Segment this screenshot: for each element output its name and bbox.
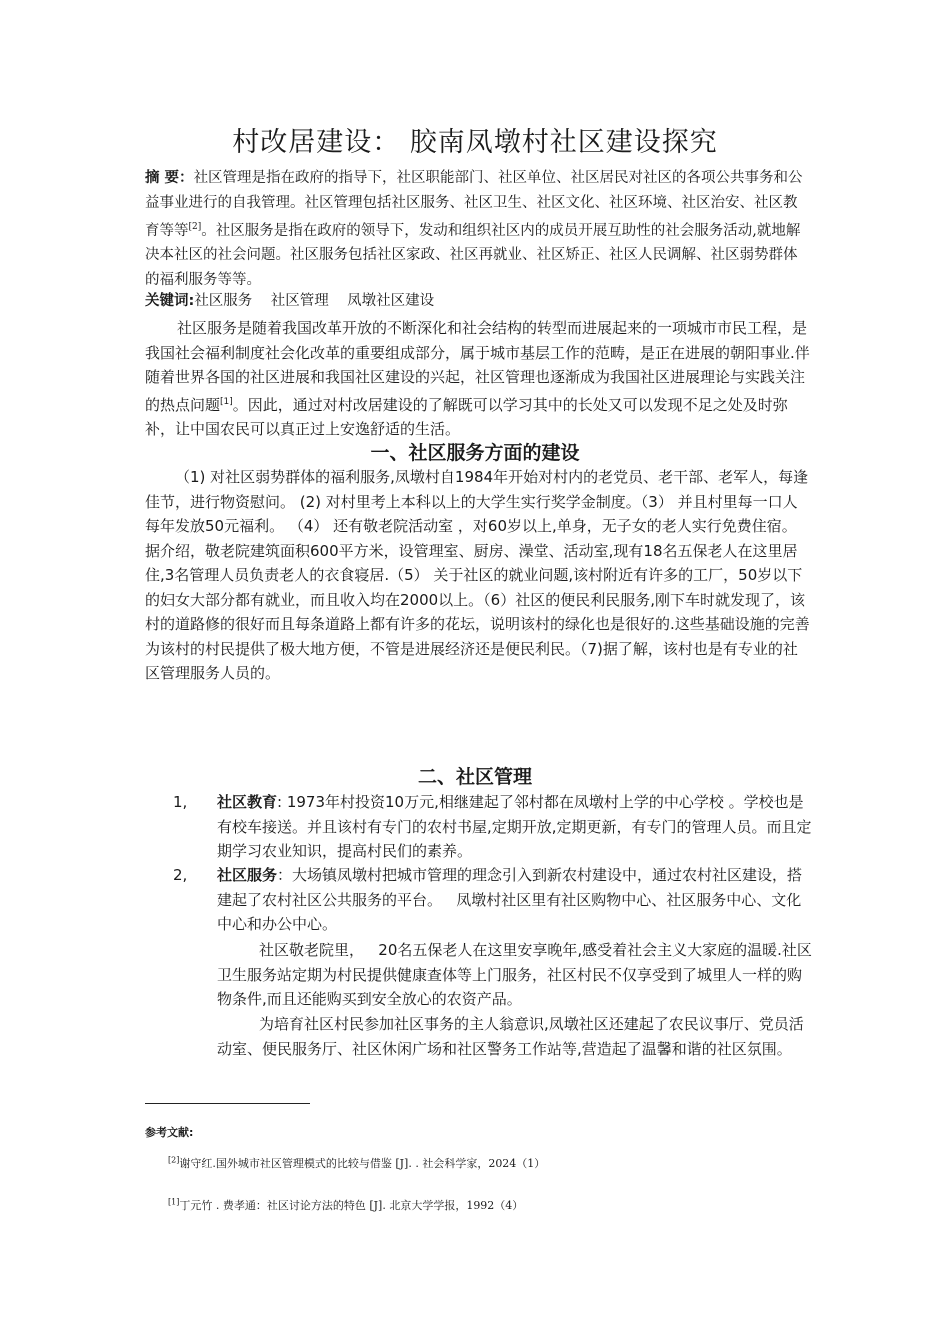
citation-mark: [2] <box>188 222 202 232</box>
intro-text-2: 。因此，通过对村改居建设的了解既可以学习其中的长处又可以发现不足之处及时弥补，让中国农民可以真正过上安逸舒适的生活。 <box>145 395 788 438</box>
section-1-paragraph: （1) 对社区弱势群体的福利服务,凤墩村自1984年开始对村内的老党员、老干部、老军人，每逢佳节，进行物资慰问。 (2) 对村里考上本科以上的大学生实行奖学金制度。（3） 并且村里每一口人每年发放50元福利。 （4） 还有敬老院活动室 ，对60岁以上,单身，无子女的老人实行免费住宿。据介绍，敬老院建筑面积600平方米，设管理室、厨房、澡堂、活动室,现有18名五保老人在这里居住,3名管理人员负责老人的衣食寝居.（5） 关于社区的就业问题,该村附近有许多的工厂，50岁以下的妇女大部分都有就业，而且收入均在2000以上。（6）社区的便民利民服务,刚下车时就发现了，该村的道路修的很好而且每条道路上都有许多的花坛，说明该村的绿化也是很好的.这些基础设施的完善为该村的村民提供了极大地方便，不管是进展经济还是便民利民。（7)据了解，该村也是有专业的社区管理服务人员的。 <box>145 468 810 682</box>
document-title: 村改居建设： 胶南凤墩村社区建设探究 <box>232 127 718 158</box>
abstract-label: 摘 要： <box>145 170 194 186</box>
reference-mark: [1] <box>168 1197 180 1207</box>
reference-item <box>168 1155 545 1171</box>
intro-paragraph <box>145 316 810 442</box>
references-heading: 参考文献: <box>145 1126 194 1139</box>
section-1-heading: 一、社区服务方面的建设 <box>370 442 580 464</box>
body-paragraph: 社区敬老院里， 20名五保老人在这里安享晚年,感受着社会主义大家庭的温暖.社区卫生服务站定期为村民提供健康查体等上门服务，社区村民不仅享受到了城里人一样的购物条件,而且还能购买到安全放心的农资产品。 <box>217 941 812 1008</box>
keywords <box>145 290 434 312</box>
reference-text: 谢守红.国外城市社区管理模式的比较与借鉴 [J]. . 社会科学家，2024（1） <box>179 1157 546 1170</box>
intro-text-1: 社区服务是随着我国改革开放的不断深化和社会结构的转型而进展起来的一项城市市民工程，是我国社会福利制度社会化改革的重要组成部分，属于城市基层工作的范畴，是正在进展的朝阳事业.伴随着世界各国的社区进展和我国社区建设的兴起，社区管理也逐渐成为我国社区进展理论与实践关注的热点问题 <box>145 319 810 414</box>
list-item-text: ：大场镇凤墩村把城市管理的理念引入到新农村建设中，通过农村社区建设，搭建起了农村社区公共服务的平台。 凤墩村社区里有社区购物中心、社区服务中心、文化中心和办公中心。 <box>217 866 803 933</box>
keywords-values: 社区服务 社区管理 凤墩社区建设 <box>194 293 435 309</box>
list-item-number: 2, <box>173 866 188 884</box>
footnote-divider <box>145 1103 310 1104</box>
abstract-text-2: 。社区服务是指在政府的领导下，发动和组织社区内的成员开展互助性的社会服务活动,就地解决本社区的社会问题。社区服务包括社区家政、社区再就业、社区矫正、社区人民调解、社区弱势群体的福利服务等等。 <box>145 222 801 288</box>
reference-item <box>168 1197 523 1213</box>
abstract-text-1: 社区管理是指在政府的指导下，社区职能部门、社区单位、社区居民对社区的各项公共事务和公益事业进行的自我管理。社区管理包括社区服务、社区卫生、社区文化、社区环境、社区治安、社区教育等等 <box>145 170 803 239</box>
abstract <box>145 166 810 292</box>
list-item-number: 1, <box>173 793 188 811</box>
keywords-label: 关键词: <box>145 293 195 309</box>
reference-text: 丁元竹 . 费孝通：社区讨论方法的特色 [J]. 北京大学学报，1992（4） <box>179 1199 524 1212</box>
reference-mark: [2] <box>168 1155 180 1165</box>
list-item-text: : 1973年村投资10万元,相继建起了邻村都在凤墩村上学的中心学校 。学校也是有校车接送。并且该村有专门的农村书屋,定期开放,定期更新，有专门的管理人员。而且定期学习农业知识，提高村民们的素养。 <box>217 793 812 860</box>
section-2-heading: 二、社区管理 <box>417 766 532 788</box>
citation-mark: [1] <box>220 396 233 407</box>
list-item-label: 社区服务 <box>217 866 278 884</box>
body-paragraph: 为培育社区村民参加社区事务的主人翁意识,凤墩社区还建起了农民议事厅、党员活动室、便民服务厅、社区休闲广场和社区警务工作站等,营造起了温馨和谐的社区氛围。 <box>217 1015 804 1058</box>
list-item-label: 社区教育 <box>217 793 278 811</box>
